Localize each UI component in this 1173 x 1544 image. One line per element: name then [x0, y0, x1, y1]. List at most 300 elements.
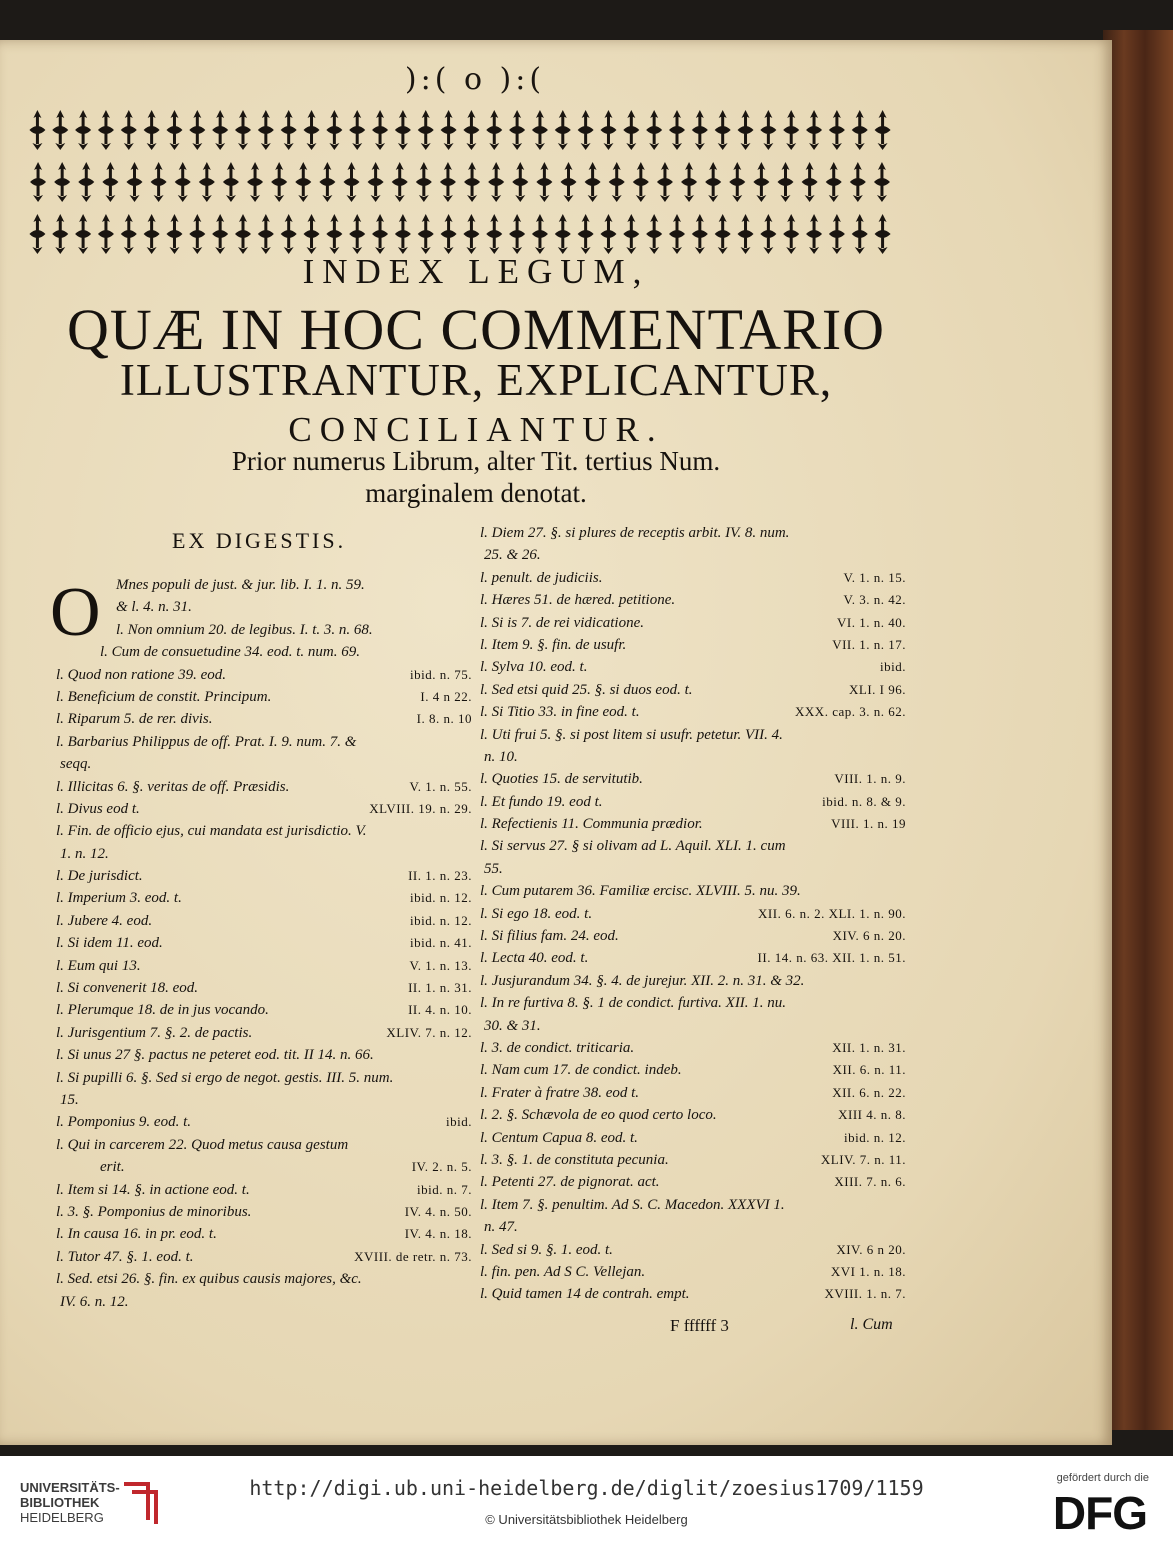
fleuron-ornament [512, 162, 528, 202]
index-entry [480, 768, 906, 790]
fleuron-ornament [738, 214, 754, 254]
fleuron-ornament [669, 214, 685, 254]
index-entry-reference: XLIV. 7. n. 11. [820, 1151, 906, 1167]
index-entry [56, 686, 472, 708]
permalink-url[interactable]: http://digi.ub.uni-heidelberg.de/diglit/zoesius1709/1159 [249, 1476, 924, 1500]
index-entry-reference: IV. 2. n. 5. [411, 1159, 472, 1175]
index-entry-text: l. In causa 16. in pr. eod. t. [56, 1226, 217, 1243]
fleuron-ornament [441, 214, 457, 254]
fleuron-ornament [98, 110, 114, 150]
fleuron-ornament [623, 214, 639, 254]
index-entry [480, 1127, 906, 1149]
index-entry [480, 1104, 906, 1126]
fleuron-ornament [144, 110, 160, 150]
index-entry-text: l. Nam cum 17. de condict. indeb. [480, 1062, 682, 1079]
index-entry-reference: V. 3. n. 42. [843, 592, 906, 608]
index-entry-text: l. Item 7. §. penultim. Ad S. C. Macedon. XXXVI 1. [480, 1196, 785, 1213]
index-entry-text: l. Frater à fratre 38. eod t. [480, 1084, 640, 1101]
fleuron-ornament [738, 110, 754, 150]
index-entry [480, 746, 906, 768]
fleuron-ornament [212, 110, 228, 150]
index-entry-text: l. Item si 14. §. in actione eod. t. [56, 1181, 250, 1198]
index-entry-text: & l. 4. n. 31. [116, 599, 192, 616]
index-entry [56, 798, 472, 820]
index-entry [56, 1134, 472, 1156]
index-entry-reference: I. 8. n. 10 [416, 711, 472, 727]
index-entry-reference: II. 1. n. 31. [408, 980, 472, 996]
index-entry-text: erit. [100, 1159, 125, 1176]
fleuron-ornament [29, 214, 45, 254]
index-entry [480, 656, 906, 678]
index-entry [56, 1201, 472, 1223]
index-entry-text: l. Lecta 40. eod. t. [480, 950, 589, 967]
fleuron-ornament [633, 162, 649, 202]
index-entry-text: l. Beneficium de constit. Principum. [56, 688, 272, 705]
index-entry-text: l. Petenti 27. de pignorat. act. [480, 1174, 660, 1191]
index-entry-reference: IV. 4. n. 18. [404, 1226, 472, 1242]
index-entry-text: n. 10. [484, 748, 518, 765]
index-entry-text: l. Si filius fam. 24. eod. [480, 928, 619, 945]
fleuron-ornament [349, 214, 365, 254]
index-entry-text: seqq. [60, 756, 92, 773]
index-entry-reference: I. 4 n 22. [420, 688, 472, 704]
index-entry [480, 947, 906, 969]
index-entry-text: l. Sed etsi quid 25. §. si duos eod. t. [480, 681, 693, 698]
fleuron-ornament [395, 110, 411, 150]
viewer-footer [0, 1456, 1173, 1544]
fleuron-ornament [271, 162, 287, 202]
fleuron-ornament [175, 162, 191, 202]
index-entry-reference: XVIII. de retr. n. 73. [354, 1248, 472, 1264]
fleuron-ornament [416, 162, 432, 202]
fleuron-ornament [463, 110, 479, 150]
fleuron-ornament [806, 110, 822, 150]
fleuron-ornament [372, 214, 388, 254]
index-entry [56, 999, 472, 1021]
index-entry [480, 634, 906, 656]
index-entry [480, 1194, 906, 1216]
fleuron-ornament [304, 110, 320, 150]
index-entry-text: l. Hæres 51. de hæred. petitione. [480, 592, 676, 609]
fleuron-ornament [783, 110, 799, 150]
fleuron-ornament [826, 162, 842, 202]
fleuron-ornament [509, 110, 525, 150]
fleuron-ornament [486, 110, 502, 150]
index-entry-text: l. Si is 7. de rei vidicatione. [480, 614, 644, 631]
fleuron-ornament [319, 162, 335, 202]
fleuron-ornament [829, 110, 845, 150]
index-entry [56, 865, 472, 887]
fleuron-ornament [258, 214, 274, 254]
fleuron-ornament [52, 110, 68, 150]
fleuron-ornament [850, 162, 866, 202]
index-entry-text: l. In re furtiva 8. §. 1 de condict. furtiva. XII. 1. nu. [480, 995, 787, 1012]
fleuron-ornament [166, 110, 182, 150]
index-entry [480, 1059, 906, 1081]
fleuron-ornament [52, 214, 68, 254]
index-entry [56, 887, 472, 909]
fleuron-ornament [441, 110, 457, 150]
index-entry [56, 776, 472, 798]
fleuron-ornament [486, 214, 502, 254]
index-entry-text: l. penult. de judiciis. [480, 569, 603, 586]
library-name-line2: BIBLIOTHEK [20, 1495, 100, 1510]
index-entry-reference: IV. 4. n. 50. [404, 1203, 472, 1219]
fleuron-ornament [646, 110, 662, 150]
heading-illustrantur: ILLUSTRANTUR, EXPLICANTUR, [119, 355, 833, 405]
fleuron-ornament [281, 110, 297, 150]
index-entry [480, 1037, 906, 1059]
index-entry-reference: II. 4. n. 10. [408, 1002, 472, 1018]
index-entry [480, 522, 906, 544]
fleuron-ornament [669, 110, 685, 150]
fleuron-ornament [646, 214, 662, 254]
fleuron-ornament [829, 214, 845, 254]
index-entry [480, 1239, 906, 1261]
index-entry-text: l. Si ego 18. eod. t. [480, 905, 593, 922]
index-entry-reference: XXX. cap. 3. n. 62. [795, 704, 906, 720]
fleuron-ornament [212, 214, 228, 254]
index-entry-reference: XLIV. 7. n. 12. [386, 1024, 472, 1040]
index-entry-text: l. Non omnium 20. de legibus. I. t. 3. n. 68. [116, 621, 373, 638]
index-entry [56, 1268, 472, 1290]
index-entry [480, 544, 906, 566]
fleuron-ornament [121, 110, 137, 150]
index-entry [480, 903, 906, 925]
fleuron-ornament [281, 214, 297, 254]
index-entry-text: l. Qui in carcerem 22. Quod metus causa gestum [56, 1136, 349, 1153]
fleuron-ornament [852, 214, 868, 254]
index-entry [480, 612, 906, 634]
fleuron-ornament [692, 110, 708, 150]
index-entry-reference: XII. 6. n. 11. [832, 1062, 906, 1078]
fleuron-ornament [326, 110, 342, 150]
index-entry-text: l. 2. §. Schævola de eo quod certo loco. [480, 1107, 717, 1124]
index-entry-reference: V. 1. n. 15. [843, 569, 906, 585]
fleuron-ornament [875, 110, 891, 150]
index-entry [480, 701, 906, 723]
index-entry [480, 813, 906, 835]
fleuron-ornament [247, 162, 263, 202]
index-entry-text: 25. & 26. [484, 547, 541, 564]
index-entry-text: l. 3. §. Pomponius de minoribus. [56, 1203, 252, 1220]
index-entry [56, 1179, 472, 1201]
index-entry [480, 589, 906, 611]
index-entry [56, 955, 472, 977]
fleuron-ornament [395, 214, 411, 254]
index-entry [480, 1283, 906, 1305]
index-entry-text: 55. [484, 860, 503, 877]
index-entry-reference: VII. 1. n. 17. [832, 636, 906, 652]
index-entry [56, 1291, 472, 1313]
index-entry-text: l. Et fundo 19. eod t. [480, 793, 603, 810]
index-entry-text: l. Diem 27. §. si plures de receptis arbit. IV. 8. num. [480, 525, 790, 541]
index-entry-reference: XII. 6. n. 2. XLI. 1. n. 90. [758, 905, 906, 921]
index-entry [480, 567, 906, 589]
index-entry-text: l. Si pupilli 6. §. Sed si ergo de negot. gestis. III. 5. num. [56, 1069, 394, 1086]
index-entry-text: l. Jubere 4. eod. [56, 912, 153, 929]
top-ornament: ):( o ):( [404, 62, 546, 97]
funder-label: gefördert durch die [1056, 1472, 1149, 1484]
fleuron-ornament [705, 162, 721, 202]
index-entry [480, 1216, 906, 1238]
index-entry [480, 1082, 906, 1104]
book-cover-edge [1103, 30, 1173, 1430]
fleuron-ornament [802, 162, 818, 202]
fleuron-ornament [806, 214, 822, 254]
fleuron-ornament [189, 214, 205, 254]
index-entry-reference: ibid. n. 12. [844, 1129, 906, 1145]
fleuron-ornament [874, 162, 890, 202]
fleuron-ornament [509, 214, 525, 254]
index-entry [56, 596, 472, 618]
index-entry-text: l. 3. §. 1. de constituta pecunia. [480, 1151, 669, 1168]
fleuron-ornament [349, 110, 365, 150]
index-entry-reference: II. 1. n. 23. [408, 868, 472, 884]
fleuron-ornament [681, 162, 697, 202]
fleuron-ornament [600, 214, 616, 254]
index-entry-reference: XIII 4. n. 8. [838, 1107, 906, 1123]
index-entry-reference: XIII. 7. n. 6. [834, 1174, 906, 1190]
index-entry-text: l. Quoties 15. de servitutib. [480, 771, 643, 788]
fleuron-ornament [657, 162, 673, 202]
index-entry [56, 1223, 472, 1245]
fleuron-ornament [75, 214, 91, 254]
index-entry-reference: ibid. n. 12. [410, 912, 472, 928]
fleuron-ornament [418, 110, 434, 150]
index-entry [56, 1111, 472, 1133]
index-entry [56, 1022, 472, 1044]
fleuron-ornament [235, 214, 251, 254]
index-entry-reference: VIII. 1. n. 9. [834, 771, 906, 787]
fleuron-ornament [144, 214, 160, 254]
index-entry-text: l. Cum putarem 36. Familiæ ercisc. XLVIII. 5. nu. 39. [480, 883, 801, 900]
drop-cap: O [50, 574, 101, 651]
index-entry-text: IV. 6. n. 12. [60, 1293, 129, 1310]
index-entry [56, 1246, 472, 1268]
index-entry-text: l. Uti frui 5. §. si post litem si usufr. petetur. VII. 4. [480, 726, 783, 743]
fleuron-ornament [392, 162, 408, 202]
fleuron-ornament [151, 162, 167, 202]
fleuron-ornament [852, 110, 868, 150]
fleuron-ornament [585, 162, 601, 202]
fleuron-ornament [344, 162, 360, 202]
index-entry [56, 641, 472, 663]
fleuron-ornament [98, 214, 114, 254]
fleuron-ornament [729, 162, 745, 202]
fleuron-ornament [760, 110, 776, 150]
index-entry [480, 1261, 906, 1283]
index-entry-text: l. fin. pen. Ad S C. Vellejan. [480, 1263, 646, 1280]
index-entry [56, 664, 472, 686]
index-entry [56, 910, 472, 932]
index-entry-text: n. 47. [484, 1219, 518, 1236]
index-entry-text: l. Barbarius Philippus de off. Prat. I. 9. num. 7. & [56, 733, 357, 750]
fleuron-ornament [418, 214, 434, 254]
index-entry-text: l. Imperium 3. eod. t. [56, 890, 182, 907]
index-entry [480, 791, 906, 813]
index-entry [56, 1156, 472, 1178]
index-entry-reference: XLVIII. 19. n. 29. [369, 800, 472, 816]
index-entry-reference: XIV. 6 n. 20. [832, 928, 906, 944]
fleuron-ornament [578, 214, 594, 254]
fleuron-ornament [532, 214, 548, 254]
heading-note-1: Prior numerus Librum, alter Tit. tertius Num. [231, 446, 721, 476]
index-entry-text: l. De jurisdict. [56, 868, 143, 885]
fleuron-ornament [189, 110, 205, 150]
fleuron-ornament [536, 162, 552, 202]
index-entry [480, 835, 906, 857]
index-entry-text: l. Refectienis 11. Communia prædior. [480, 816, 703, 833]
index-entry [480, 679, 906, 701]
index-entry-text: l. Si convenerit 18. eod. [56, 980, 199, 997]
index-entry-text: l. Divus eod t. [56, 800, 140, 817]
fleuron-ornament [199, 162, 215, 202]
index-column-left [56, 574, 472, 1313]
fleuron-ornament [223, 162, 239, 202]
index-entry-text: l. 3. de condict. triticaria. [480, 1039, 635, 1056]
index-entry [480, 925, 906, 947]
index-entry-text: l. Si unus 27 §. pactus ne peteret eod. tit. II 14. n. 66. [56, 1047, 374, 1064]
fleuron-ornament [102, 162, 118, 202]
index-entry-text: l. Pomponius 9. eod. t. [56, 1114, 191, 1131]
index-entry [56, 619, 472, 641]
fleuron-ornament [692, 214, 708, 254]
fleuron-ornament [555, 214, 571, 254]
index-entry-text: l. Centum Capua 8. eod. t. [480, 1129, 638, 1146]
fleuron-ornament [166, 214, 182, 254]
index-entry-text: 30. & 31. [484, 1017, 541, 1034]
fleuron-ornament [127, 162, 143, 202]
dfg-logo[interactable]: DFG [1052, 1487, 1147, 1539]
index-entry-text: l. Illicitas 6. §. veritas de off. Præsidis. [56, 778, 290, 795]
heading-index-legum: INDEX LEGUM, [302, 252, 650, 291]
index-entry [56, 820, 472, 842]
library-name-line1: UNIVERSITÄTS- [20, 1480, 120, 1495]
index-entry-text: l. Si servus 27. § si olivam ad L. Aquil. XLI. 1. cum [480, 838, 786, 855]
fleuron-ornament [578, 110, 594, 150]
fleuron-ornament [532, 110, 548, 150]
fleuron-ornament [715, 214, 731, 254]
index-entry-reference: V. 1. n. 55. [409, 778, 472, 794]
index-entry-reference: ibid. [880, 659, 906, 675]
index-entry-text: l. Fin. de officio ejus, cui mandata est jurisdictio. V. [56, 823, 367, 840]
fleuron-ornament [600, 110, 616, 150]
signature-mark: F ffffff 3 [670, 1316, 729, 1335]
fleuron-ornament [609, 162, 625, 202]
index-entry [56, 1044, 472, 1066]
index-entry-text: Mnes populi de just. & jur. lib. I. 1. n. 59. [116, 577, 365, 593]
index-entry [480, 1015, 906, 1037]
index-entry-reference: ibid. n. 41. [410, 935, 472, 951]
index-entry [56, 843, 472, 865]
index-entry [480, 880, 906, 902]
heading-conciliantur: CONCILIANTUR. [288, 410, 664, 449]
fleuron-ornament [326, 214, 342, 254]
fleuron-ornament [121, 214, 137, 254]
index-entry [480, 1149, 906, 1171]
section-title: EX DIGESTIS. [172, 528, 347, 553]
heading-commentario: QUÆ IN HOC COMMENTARIO [66, 297, 886, 362]
fleuron-ornament [561, 162, 577, 202]
index-entry [56, 1067, 472, 1089]
index-entry-reference: ibid. n. 75. [410, 666, 472, 682]
index-entry [56, 977, 472, 999]
fleuron-ornament [235, 110, 251, 150]
index-entry [480, 724, 906, 746]
index-entry-reference: V. 1. n. 13. [409, 957, 472, 973]
index-entry-text: l. Plerumque 18. de in jus vocando. [56, 1002, 269, 1019]
index-column-right [480, 522, 906, 1306]
index-entry [480, 858, 906, 880]
fleuron-ornament [75, 110, 91, 150]
fleuron-ornament [258, 110, 274, 150]
copyright-notice: © Universitätsbibliothek Heidelberg [485, 1512, 688, 1527]
index-entry-text: l. Si idem 11. eod. [56, 935, 163, 952]
fleuron-ornament [304, 214, 320, 254]
fleuron-ornament [295, 162, 311, 202]
index-entry-text: l. Tutor 47. §. 1. eod. t. [56, 1248, 194, 1265]
index-entry-text: l. Riparum 5. de rer. divis. [56, 711, 213, 728]
index-entry [56, 574, 472, 596]
index-entry-text: l. Quod non ratione 39. eod. [56, 666, 226, 683]
index-entry-text: l. Cum de consuetudine 34. eod. t. num. 69. [100, 644, 360, 661]
fleuron-ornament [464, 162, 480, 202]
fleuron-ornament [753, 162, 769, 202]
fleuron-ornament [778, 162, 794, 202]
index-entry-text: 15. [60, 1091, 79, 1108]
index-entry-text: l. Sed si 9. §. 1. eod. t. [480, 1241, 613, 1258]
index-entry [56, 932, 472, 954]
index-entry-text: 1. n. 12. [60, 845, 109, 862]
index-entry-reference: VI. 1. n. 40. [837, 614, 906, 630]
fleuron-ornament [440, 162, 456, 202]
fleuron-border [26, 102, 894, 262]
index-entry-reference: ibid. n. 12. [410, 890, 472, 906]
fleuron-ornament [623, 110, 639, 150]
fleuron-ornament [760, 214, 776, 254]
fleuron-ornament [30, 162, 46, 202]
index-entry-reference: XLI. I 96. [849, 681, 906, 697]
index-entry-reference: XII. 1. n. 31. [832, 1039, 906, 1055]
index-entry [56, 753, 472, 775]
index-entry-reference: ibid. n. 8. & 9. [822, 793, 906, 809]
index-entry-text: l. Si Titio 33. in fine eod. t. [480, 704, 640, 721]
index-entry-reference: ibid. [446, 1114, 472, 1130]
index-entry-text: l. Eum qui 13. [56, 957, 141, 974]
index-entry-text: l. Item 9. §. fin. de usufr. [480, 636, 627, 653]
fleuron-ornament [372, 110, 388, 150]
library-name-line3: HEIDELBERG [20, 1510, 104, 1525]
index-entry-reference: II. 14. n. 63. XII. 1. n. 51. [757, 950, 906, 966]
index-entry [480, 992, 906, 1014]
index-entry [480, 1171, 906, 1193]
fleuron-ornament [54, 162, 70, 202]
index-entry-reference: XVIII. 1. n. 7. [824, 1286, 906, 1302]
index-entry-reference: XVI 1. n. 18. [830, 1263, 906, 1279]
fleuron-ornament [29, 110, 45, 150]
index-entry-reference: VIII. 1. n. 19 [831, 816, 906, 832]
index-entry [480, 970, 906, 992]
fleuron-ornament [555, 110, 571, 150]
index-entry-text: l. Jurisgentium 7. §. 2. de pactis. [56, 1024, 253, 1041]
index-entry-reference: XIV. 6 n 20. [836, 1241, 906, 1257]
fleuron-ornament [78, 162, 94, 202]
fleuron-ornament [463, 214, 479, 254]
index-entry-reference: ibid. n. 7. [417, 1181, 472, 1197]
fleuron-ornament [715, 110, 731, 150]
index-entry-text: l. Sylva 10. eod. t. [480, 659, 588, 676]
